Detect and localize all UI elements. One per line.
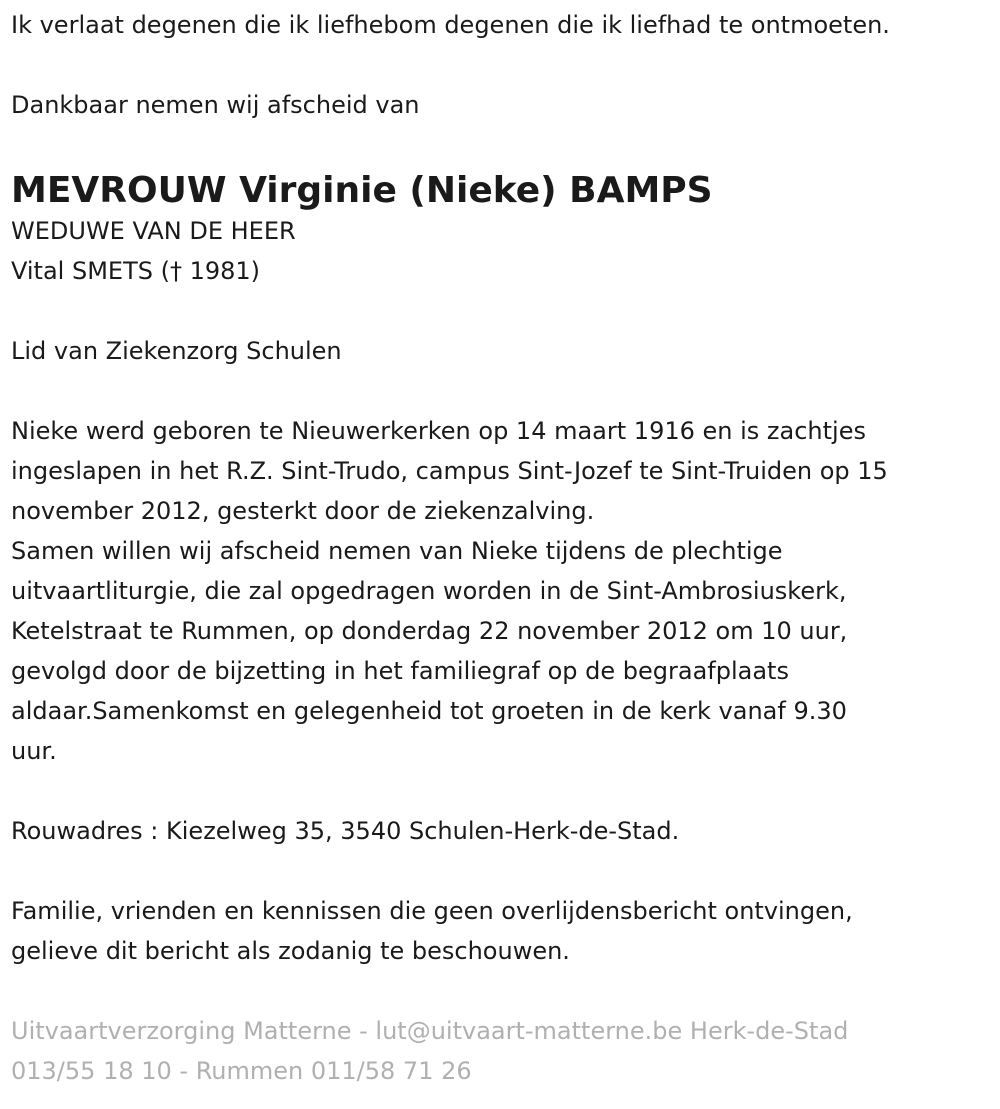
footer-line: Uitvaartverzorging Matterne - lut@uitvaart-matterne.be Herk-de-Stad	[11, 1017, 849, 1045]
mourning-address: Rouwadres : Kiezelweg 35, 3540 Schulen-Herk-de-Stad.	[11, 817, 680, 845]
quote: Ik verlaat degenen die ik liefhebom degenen die ik liefhad te ontmoeten.	[11, 11, 890, 39]
spacer	[11, 45, 1000, 85]
death-notice	[0, 5, 1000, 1109]
spacer	[11, 125, 1000, 165]
body-line: november 2012, gesterkt door de ziekenzalving.	[11, 497, 595, 525]
spacer	[11, 771, 1000, 811]
body-line: Nieke werd geboren te Nieuwerkerken op 14 maart 1916 en is zachtjes	[11, 417, 866, 445]
deceased-name: MEVROUW Virginie (Nieke) BAMPS	[11, 170, 713, 211]
body-line: uitvaartliturgie, die zal opgedragen worden in de Sint-Ambrosiuskerk,	[11, 577, 847, 605]
membership: Lid van Ziekenzorg Schulen	[11, 337, 342, 365]
spouse-line: Vital SMETS († 1981)	[11, 257, 261, 285]
body-line: Ketelstraat te Rummen, op donderdag 22 november 2012 om 10 uur,	[11, 617, 848, 645]
closing-line: gelieve dit bericht als zodanig te beschouwen.	[11, 937, 570, 965]
spacer	[11, 291, 1000, 331]
body-line: uur.	[11, 737, 57, 765]
body-line: gevolgd door de bijzetting in het familiegraf op de begraafplaats	[11, 657, 789, 685]
spacer	[11, 371, 1000, 411]
body-line: aldaar.Samenkomst en gelegenheid tot groeten in de kerk vanaf 9.30	[11, 697, 847, 725]
footer-line: 013/55 18 10 - Rummen 011/58 71 26	[11, 1057, 472, 1085]
body-line: ingeslapen in het R.Z. Sint-Trudo, campus Sint-Jozef te Sint-Truiden op 15	[11, 457, 888, 485]
closing-line: Familie, vrienden en kennissen die geen overlijdensbericht ontvingen,	[11, 897, 853, 925]
intro-text: Dankbaar nemen wij afscheid van	[11, 91, 420, 119]
body-text	[11, 411, 1000, 771]
spacer	[11, 971, 1000, 1011]
widow-line: WEDUWE VAN DE HEER	[11, 217, 296, 245]
closing-text	[11, 891, 1000, 971]
body-line: Samen willen wij afscheid nemen van Nieke tijdens de plechtige	[11, 537, 783, 565]
funeral-home-footer	[11, 1011, 1000, 1091]
spacer	[11, 851, 1000, 891]
